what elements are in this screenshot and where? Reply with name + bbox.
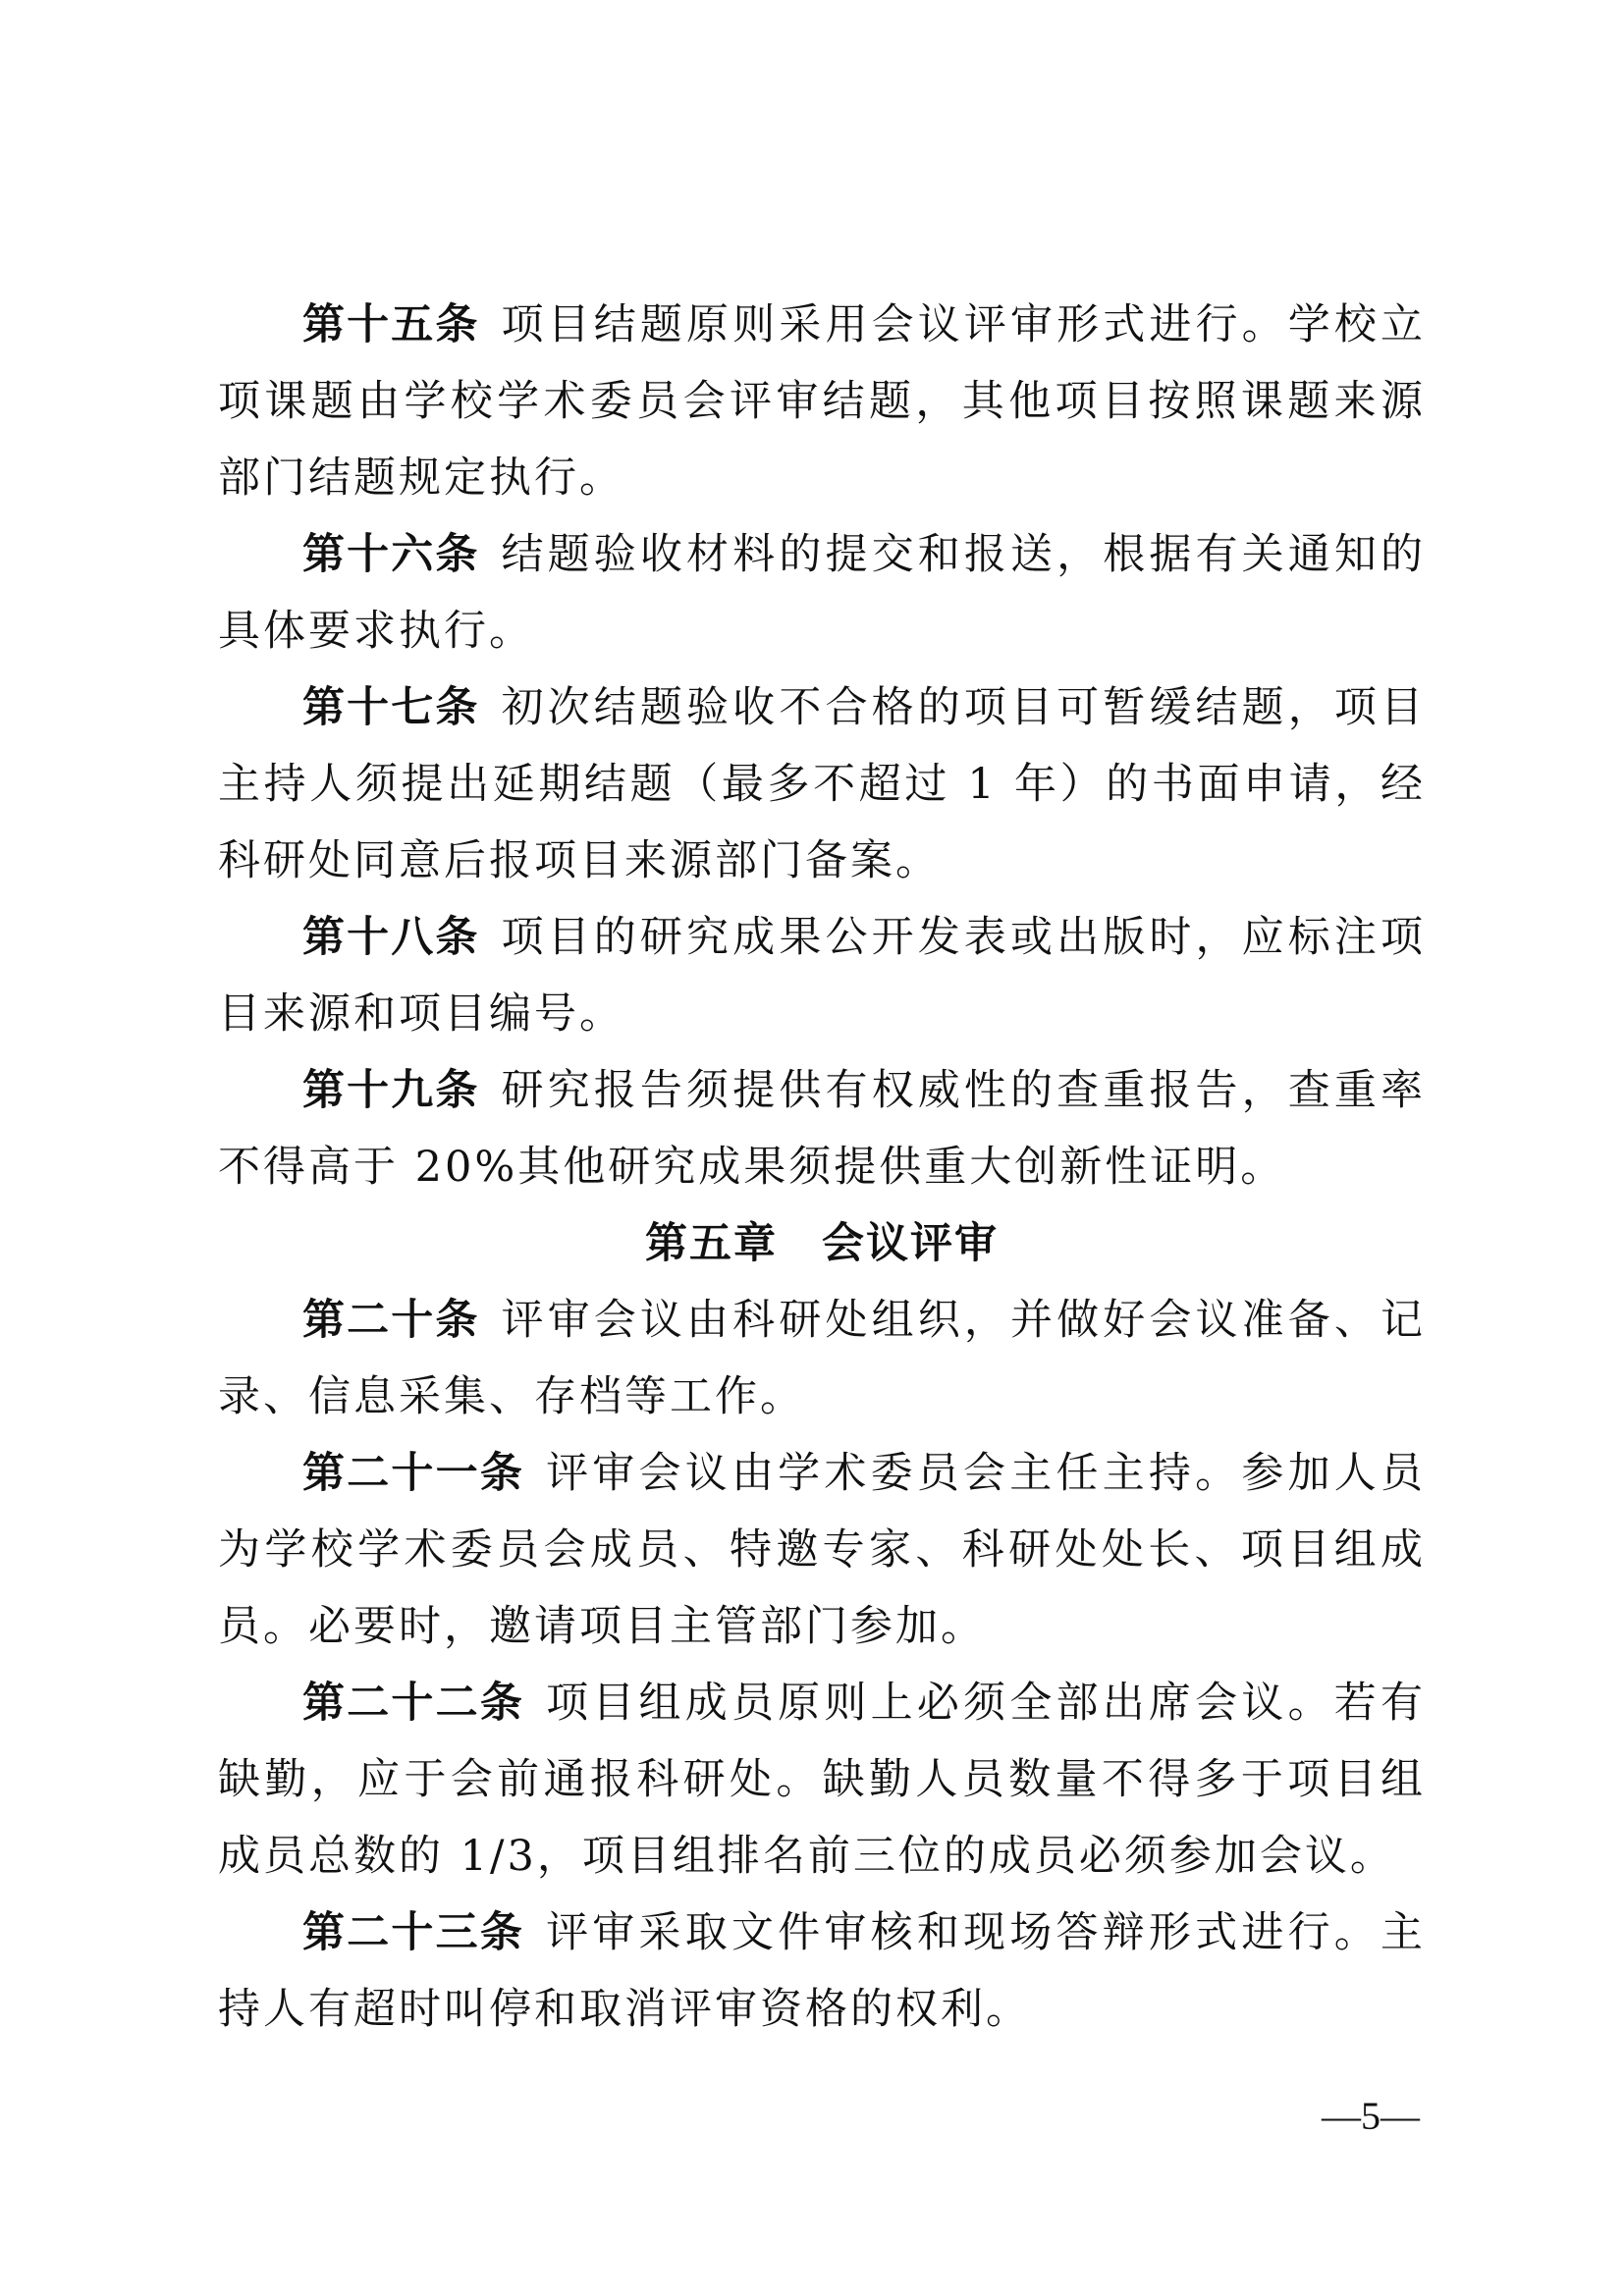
- article-15: [218, 287, 1426, 516]
- article-19: [218, 1052, 1426, 1205]
- article-text: 评审会议由学术委员会主任主持。参加人员为学校学术委员会成员、特邀专家、科研处处长、项目组成员。必要时，邀请项目主管部门参加。: [218, 1449, 1427, 1651]
- article-16: [218, 516, 1426, 669]
- article-20: [218, 1282, 1426, 1435]
- article-text: 研究报告须提供有权威性的查重报告，查重率不得高于 20%其他研究成果须提供重大创新性证明。: [218, 1066, 1427, 1192]
- article-18: [218, 899, 1426, 1052]
- article-text: 项目组成员原则上必须全部出席会议。若有缺勤，应于会前通报科研处。缺勤人员数量不得多于项目组成员总数的 1/3，项目组排名前三位的成员必须参加会议。: [218, 1679, 1427, 1881]
- article-heading: 第十八条: [302, 913, 480, 962]
- article-heading: 第二十条: [302, 1296, 480, 1345]
- article-text: 初次结题验收不合格的项目可暂缓结题，项目主持人须提出延期结题（最多不超过 1 年）的书面申请，经科研处同意后报项目来源部门备案。: [218, 683, 1427, 885]
- article-heading: 第二十三条: [302, 1908, 525, 1957]
- article-text: 项目的研究成果公开发表或出版时，应标注项目来源和项目编号。: [218, 913, 1427, 1039]
- article-text: 评审采取文件审核和现场答辩形式进行。主持人有超时叫停和取消评审资格的权利。: [218, 1908, 1427, 2034]
- document-body: [218, 287, 1426, 2048]
- chapter-title: 第五章 会议评审: [645, 1219, 999, 1268]
- page-number: —5—: [1322, 2094, 1420, 2138]
- article-22: [218, 1665, 1426, 1895]
- article-text: 评审会议由科研处组织，并做好会议准备、记录、信息采集、存档等工作。: [218, 1296, 1427, 1421]
- article-21: [218, 1435, 1426, 1665]
- article-heading: 第十五条: [302, 300, 480, 349]
- article-heading: 第十六条: [302, 530, 480, 579]
- article-17: [218, 669, 1426, 899]
- article-heading: 第十七条: [302, 683, 480, 732]
- article-23: [218, 1895, 1426, 2048]
- article-text: 结题验收材料的提交和报送，根据有关通知的具体要求执行。: [218, 530, 1427, 656]
- article-heading: 第二十二条: [302, 1679, 525, 1728]
- article-heading: 第十九条: [302, 1066, 480, 1115]
- article-text: 项目结题原则采用会议评审形式进行。学校立项课题由学校学术委员会评审结题，其他项目按照课题来源部门结题规定执行。: [218, 300, 1427, 503]
- article-heading: 第二十一条: [302, 1449, 525, 1498]
